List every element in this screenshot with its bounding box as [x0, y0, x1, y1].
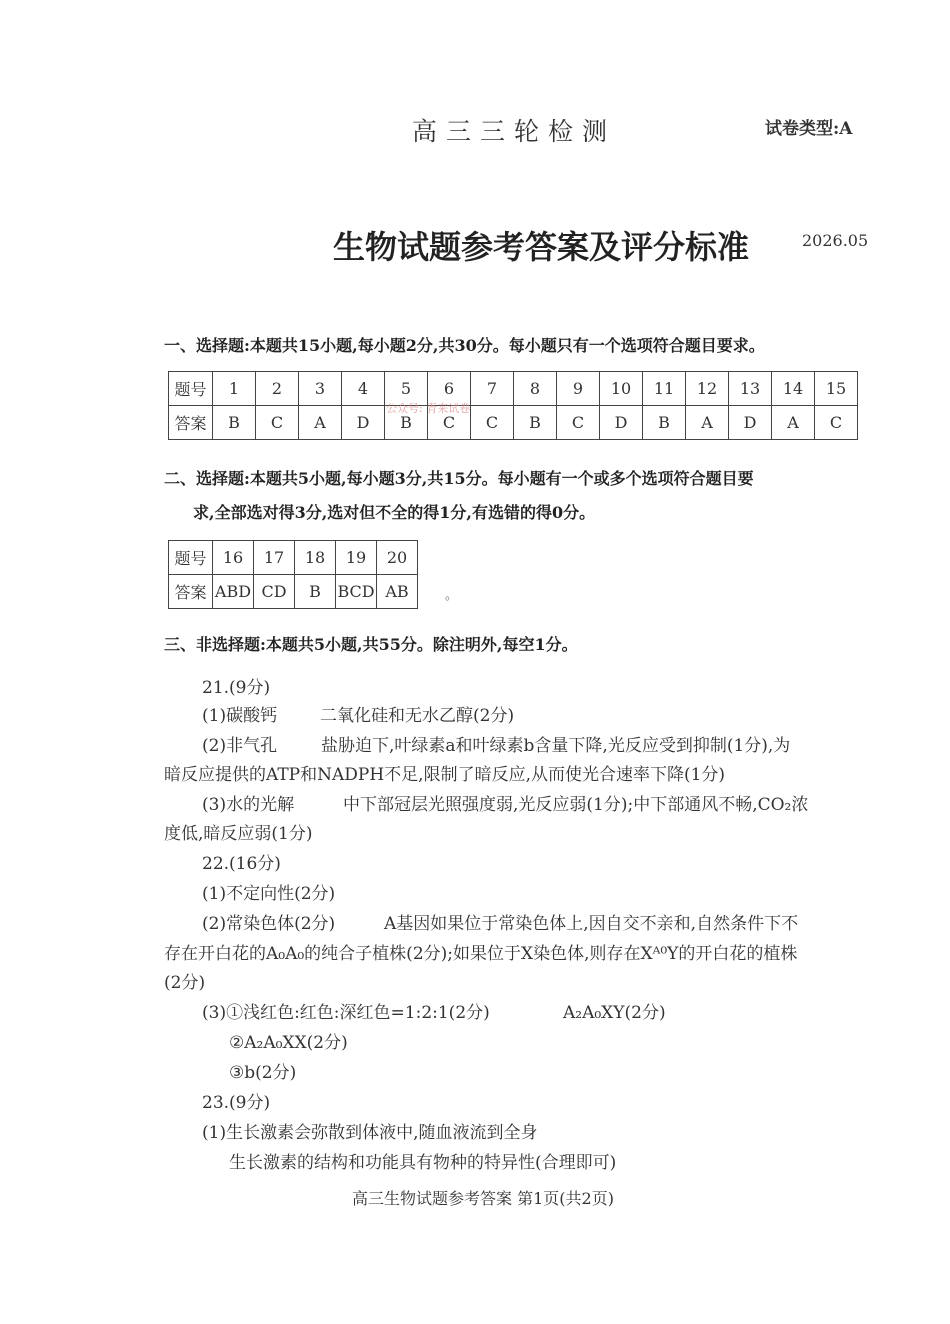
row-label: 题号 — [169, 372, 213, 406]
date: 2026.05 — [802, 231, 869, 250]
q21-p3a: (3)水的光解 — [202, 795, 295, 815]
main-title: 生物试题参考答案及评分标准 — [333, 228, 750, 266]
question-number: 3 — [299, 372, 342, 406]
question-number: 7 — [471, 372, 514, 406]
answer-cell: D — [342, 406, 385, 440]
paper-type: 试卷类型:A — [765, 119, 853, 139]
question-number: 6 — [428, 372, 471, 406]
question-number: 8 — [514, 372, 557, 406]
q22-title: 22.(16分) — [202, 854, 281, 874]
trailing-mark: 。 — [445, 588, 459, 603]
q22-p3d: ③b(2分) — [229, 1063, 297, 1083]
header-title: 高三三轮检测 — [412, 117, 617, 146]
section2-heading-line1: 二、选择题:本题共5小题,每小题3分,共15分。每小题有一个或多个选项符合题目要 — [164, 469, 754, 488]
question-number: 4 — [342, 372, 385, 406]
row-label: 题号 — [169, 541, 213, 575]
question-number: 13 — [729, 372, 772, 406]
answer-cell: B — [385, 406, 428, 440]
q21-p2a: (2)非气孔 — [202, 736, 278, 756]
answer-cell: A — [772, 406, 815, 440]
table-row — [169, 406, 858, 440]
answer-cell: D — [729, 406, 772, 440]
answer-cell: C — [815, 406, 858, 440]
question-number: 20 — [377, 541, 418, 575]
q21-p2b: 盐胁迫下,叶绿素a和叶绿素b含量下降,光反应受到抑制(1分),为 — [321, 736, 791, 756]
table-row — [169, 541, 418, 575]
q22-p1: (1)不定向性(2分) — [202, 884, 336, 904]
watermark: 公众号: 青来试卷 — [386, 402, 471, 415]
question-number: 5 — [385, 372, 428, 406]
answer-cell: A — [299, 406, 342, 440]
question-number: 16 — [213, 541, 254, 575]
q22-p2c: 存在开白花的A₀A₀的纯合子植株(2分);如果位于X染色体,则存在Xᴬ⁰Y的开白花的植株 — [164, 944, 798, 964]
table-row — [169, 372, 858, 406]
q23-p1b: 生长激素的结构和功能具有物种的特异性(合理即可) — [229, 1153, 617, 1173]
answer-cell: ABD — [213, 575, 254, 609]
question-number: 2 — [256, 372, 299, 406]
answer-cell: C — [557, 406, 600, 440]
question-number: 10 — [600, 372, 643, 406]
answer-cell: C — [256, 406, 299, 440]
question-number: 1 — [213, 372, 256, 406]
answer-cell: CD — [254, 575, 295, 609]
answer-table-2 — [168, 540, 418, 609]
row-label: 答案 — [169, 406, 213, 440]
row-label: 答案 — [169, 575, 213, 609]
question-number: 15 — [815, 372, 858, 406]
answer-cell: B — [643, 406, 686, 440]
page-footer: 高三生物试题参考答案 第1页(共2页) — [352, 1189, 614, 1208]
answer-cell: C — [428, 406, 471, 440]
answer-cell: B — [213, 406, 256, 440]
q22-p3c: ②A₂A₀XX(2分) — [229, 1033, 348, 1053]
table-row — [169, 575, 418, 609]
answer-cell: B — [514, 406, 557, 440]
question-number: 14 — [772, 372, 815, 406]
question-number: 19 — [336, 541, 377, 575]
q22-p2a: (2)常染色体(2分) — [202, 914, 336, 934]
answer-cell: C — [471, 406, 514, 440]
q22-p2b: A基因如果位于常染色体上,因自交不亲和,自然条件下不 — [384, 914, 799, 934]
answer-cell: A — [686, 406, 729, 440]
q21-title: 21.(9分) — [202, 678, 271, 698]
section1-heading: 一、选择题:本题共15小题,每小题2分,共30分。每小题只有一个选项符合题目要求。 — [164, 336, 765, 355]
question-number: 9 — [557, 372, 600, 406]
q21-p1b: 二氧化硅和无水乙醇(2分) — [320, 706, 515, 726]
question-number: 11 — [643, 372, 686, 406]
answer-cell: AB — [377, 575, 418, 609]
q23-p1a: (1)生长激素会弥散到体液中,随血液流到全身 — [202, 1123, 538, 1143]
q22-p2d: (2分) — [164, 973, 206, 993]
section3-heading: 三、非选择题:本题共5小题,共55分。除注明外,每空1分。 — [164, 635, 578, 654]
answer-cell: BCD — [336, 575, 377, 609]
q21-p2c: 暗反应提供的ATP和NADPH不足,限制了暗反应,从而使光合速率下降(1分) — [164, 765, 726, 785]
answer-cell: B — [295, 575, 336, 609]
answer-table-1 — [168, 371, 858, 440]
q22-p3a: (3)①浅红色:红色:深红色=1:2:1(2分) — [202, 1003, 490, 1023]
question-number: 12 — [686, 372, 729, 406]
q21-p1a: (1)碳酸钙 — [202, 706, 278, 726]
section2-heading-line2: 求,全部选对得3分,选对但不全的得1分,有选错的得0分。 — [193, 503, 596, 522]
q21-p3c: 度低,暗反应弱(1分) — [164, 824, 313, 844]
question-number: 17 — [254, 541, 295, 575]
question-number: 18 — [295, 541, 336, 575]
answer-cell: D — [600, 406, 643, 440]
q23-title: 23.(9分) — [202, 1093, 271, 1113]
q21-p3b: 中下部冠层光照强度弱,光反应弱(1分);中下部通风不畅,CO₂浓 — [343, 795, 809, 815]
q22-p3b: A₂A₀XY(2分) — [563, 1003, 666, 1023]
